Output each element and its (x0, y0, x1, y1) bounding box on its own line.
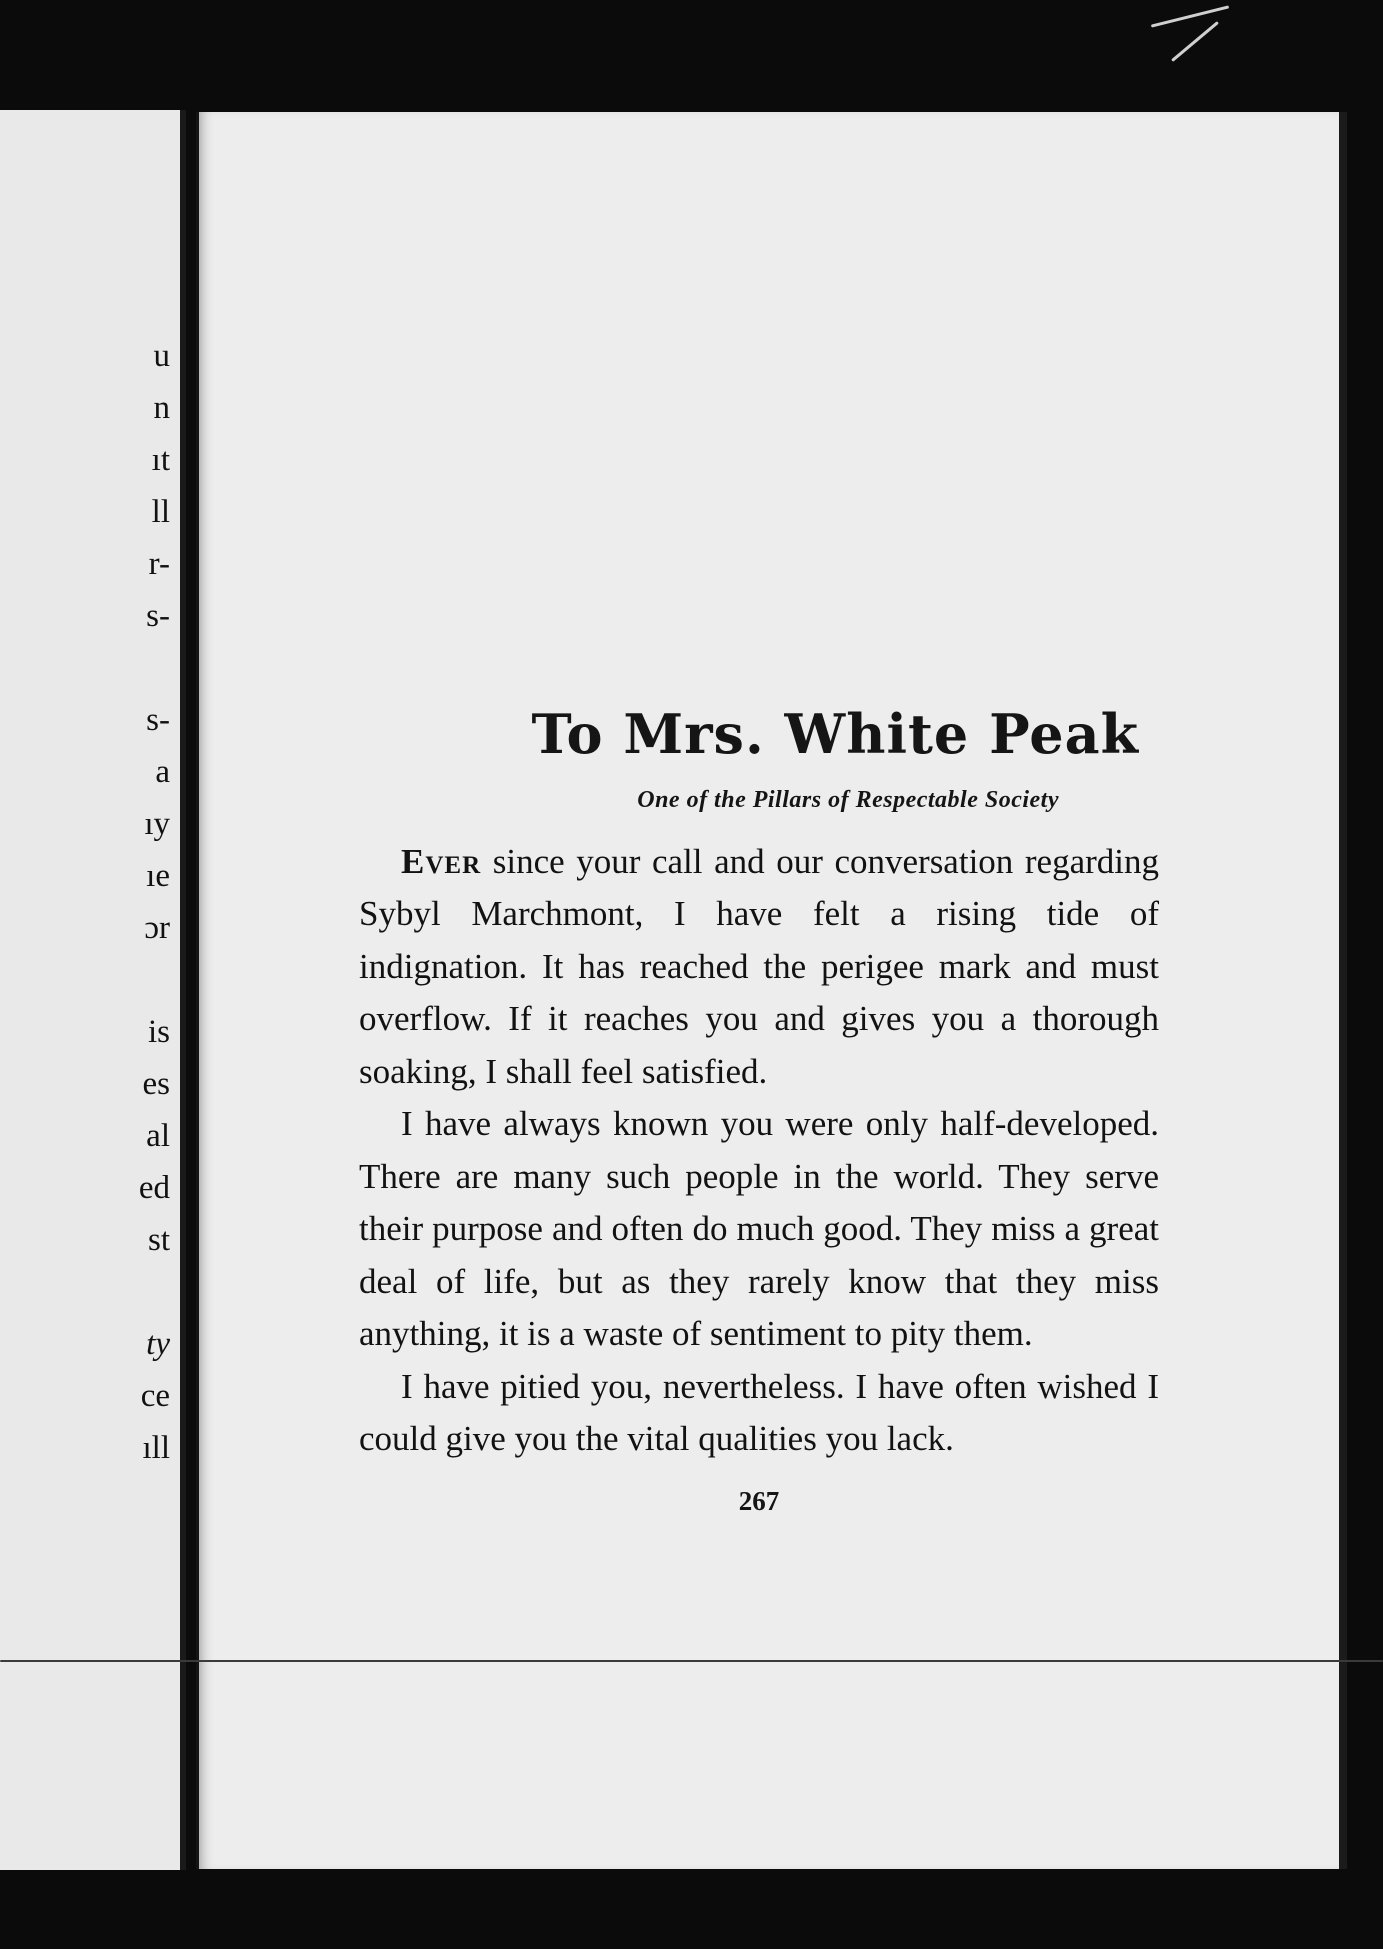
book-page (196, 112, 1347, 1869)
text-fragment: ll (151, 494, 170, 530)
text-fragment: ed (138, 1170, 170, 1206)
body-paragraph (359, 1361, 1159, 1466)
text-gap (90, 642, 170, 694)
text-fragment: r- (148, 546, 170, 582)
page-edge-shadow (1339, 112, 1347, 1869)
scan-artefact (1171, 21, 1219, 62)
text-fragment: ıt (151, 442, 170, 478)
body-paragraph (359, 1098, 1159, 1361)
text-fragment: ty (146, 1326, 170, 1362)
text-fragment: is (147, 1014, 170, 1050)
text-gap (90, 954, 170, 1006)
text-fragment: s- (146, 702, 170, 738)
paragraph-text: I have always known you were only half-developed. There are many such people in the world. They serve their purpose and often do much good. They miss a great deal of life, but as they rarely know that they miss anything, it is a waste of sentiment to pity them. (359, 1104, 1159, 1354)
text-fragment: ɔr (144, 910, 170, 946)
text-fragment: ıy (144, 806, 170, 842)
page-number: 267 (738, 1485, 780, 1516)
text-fragment: n (153, 390, 170, 426)
text-fragment: al (146, 1118, 170, 1154)
chapter-title: To Mrs. White Peak (531, 702, 1139, 766)
text-fragment: st (147, 1222, 170, 1258)
page-content (359, 592, 1159, 1517)
text-fragment: s- (146, 598, 170, 634)
body-paragraph (359, 836, 1159, 1099)
drop-lead-word: Ever (401, 841, 482, 881)
previous-page-text-fragments (90, 330, 170, 1474)
previous-page-edge (0, 110, 186, 1870)
chapter-subtitle: One of the Pillars of Respectable Society (637, 786, 1059, 813)
paragraph-text: I have pitied you, nevertheless. I have often wished I could give you the vital qualities you lack. (359, 1366, 1159, 1459)
text-gap (90, 1266, 170, 1318)
scan-artefact (0, 1660, 1383, 1662)
text-fragment: es (142, 1066, 170, 1102)
paragraph-text: since your call and our conversation regarding Sybyl Marchmont, I have felt a rising tide of indignation. It has reached the perigee mark and must overflow. If it reaches you and gives you a thorough soaking, I shall feel satisfied. (359, 841, 1159, 1091)
text-fragment: ıe (146, 858, 170, 894)
text-fragment: u (153, 338, 170, 374)
text-fragment: a (155, 754, 170, 790)
text-fragment: ıll (142, 1430, 170, 1466)
text-fragment: ce (140, 1378, 170, 1414)
